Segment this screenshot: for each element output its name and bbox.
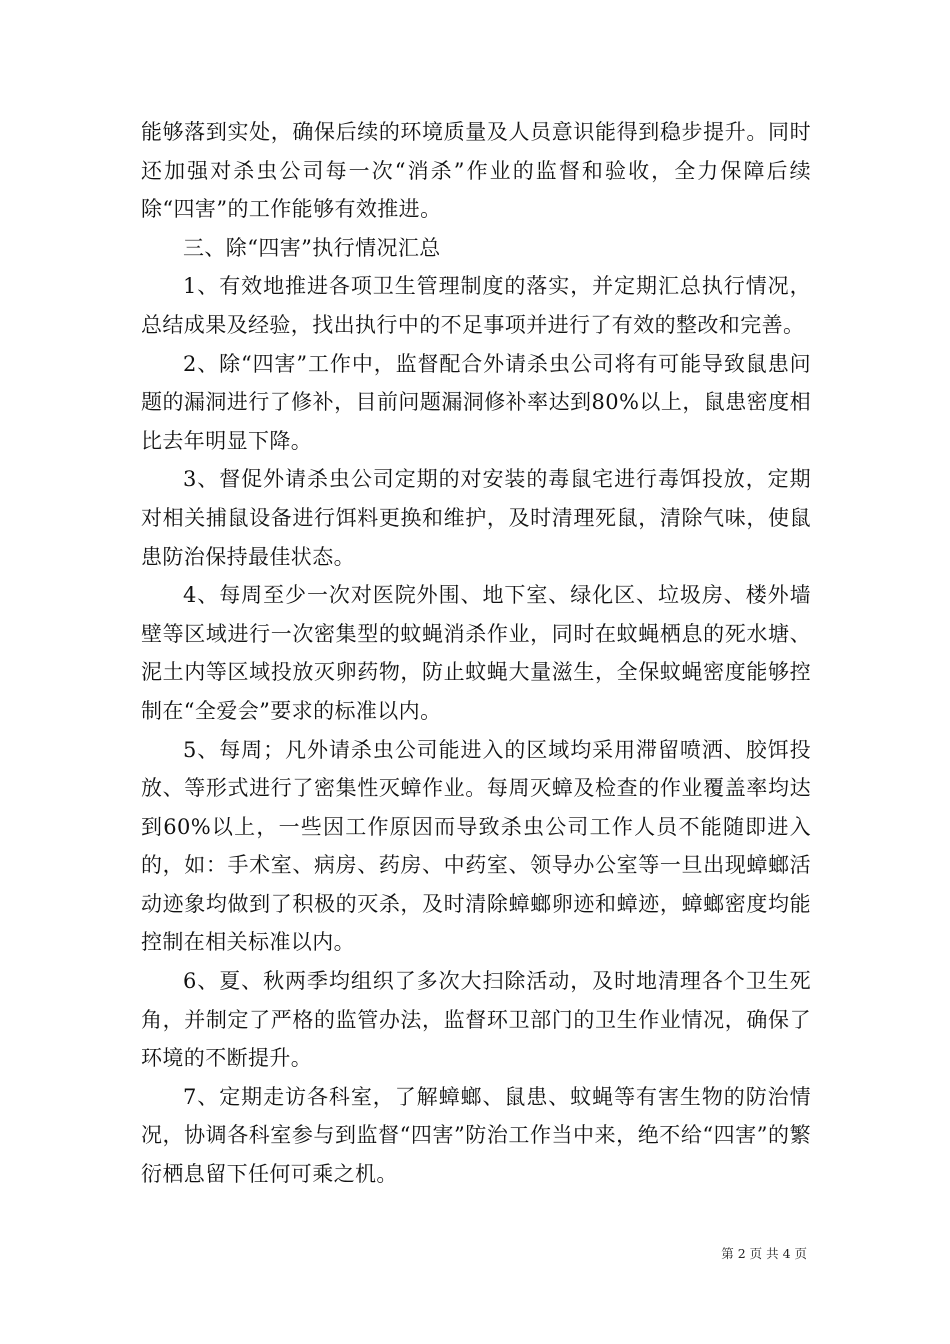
list-item-2: 2、除“四害”工作中，监督配合外请杀虫公司将有可能导致鼠患问题的漏洞进行了修补，目前问题漏洞修补率达到80%以上，鼠患密度相比去年明显下降。 <box>141 351 811 453</box>
list-item-3: 3、督促外请杀虫公司定期的对安装的毒鼠宅进行毒饵投放，定期对相关捕鼠设备进行饵料更换和维护，及时清理死鼠，清除气味，使鼠患防治保持最佳状态。 <box>141 467 811 569</box>
list-item-7: 7、定期走访各科室，了解蟑螂、鼠患、蚊蝇等有害生物的防治情况，协调各科室参与到监督“四害”防治工作当中来，绝不给“四害”的繁衍栖息留下任何可乘之机。 <box>141 1084 811 1187</box>
list-item-6: 6、夏、秋两季均组织了多次大扫除活动，及时地清理各个卫生死角，并制定了严格的监管办法，监督环卫部门的卫生作业情况，确保了环境的不断提升。 <box>141 969 811 1071</box>
paragraph-continuation: 能够落到实处，确保后续的环境质量及人员意识能得到稳步提升。同时还加强对杀虫公司每一次“消杀”作业的监督和验收，全力保障后续除“四害”的工作能够有效推进。 <box>141 120 811 222</box>
section-heading: 三、除“四害”执行情况汇总 <box>183 235 441 260</box>
list-item-4: 4、每周至少一次对医院外围、地下室、绿化区、垃圾房、楼外墙壁等区域进行一次密集型的蚊蝇消杀作业，同时在蚊蝇栖息的死水塘、泥土内等区域投放灭卵药物，防止蚊蝇大量滋生，全保蚊蝇密度能够控制在“全爱会”要求的标准以内。 <box>141 583 811 723</box>
page-number: 第 2 页 共 4 页 <box>721 1246 807 1261</box>
list-item-5: 5、每周；凡外请杀虫公司能进入的区域均采用滞留喷洒、胶饵投放、等形式进行了密集性灭蟑作业。每周灭蟑及检查的作业覆盖率均达到60%以上，一些因工作原因而导致杀虫公司工作人员不能随即进入的，如：手术室、病房、药房、中药室、领导办公室等一旦出现蟑螂活动迹象均做到了积极的灭杀，及时清除蟑螂卵迹和蟑迹，蟑螂密度均能控制在相关标准以内。 <box>141 737 811 955</box>
document-body <box>141 113 811 1194</box>
list-item-1: 1、有效地推进各项卫生管理制度的落实，并定期汇总执行情况，总结成果及经验，找出执行中的不足事项并进行了有效的整改和完善。 <box>141 274 811 337</box>
